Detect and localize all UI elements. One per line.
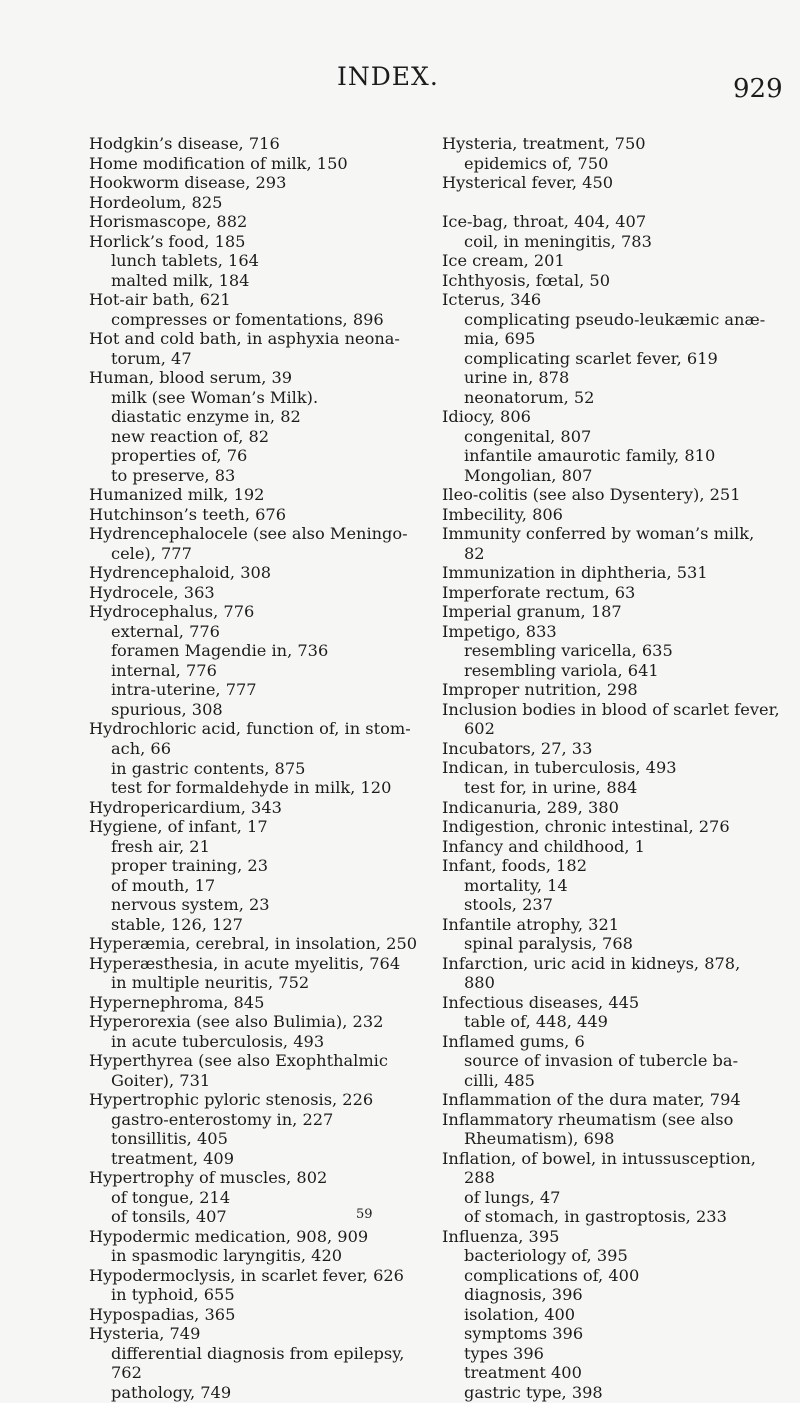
index-entry: Hydrencephalocele (see also Meningo- bbox=[89, 524, 408, 544]
index-entry: Hydropericardium, 343 bbox=[89, 797, 282, 817]
index-entry: Inflamed gums, 6 bbox=[442, 1031, 585, 1051]
index-subentry: gastro-enterostomy in, 227 bbox=[111, 1109, 334, 1129]
index-entry: Infantile atrophy, 321 bbox=[442, 914, 620, 934]
index-entry: Indican, in tuberculosis, 493 bbox=[442, 758, 677, 778]
index-entry: Hypodermoclysis, in scarlet fever, 626 bbox=[89, 1265, 404, 1285]
index-entry: Indigestion, chronic intestinal, 276 bbox=[442, 817, 730, 837]
index-entry: Hypernephroma, 845 bbox=[89, 992, 265, 1012]
index-subentry: resembling variola, 641 bbox=[464, 660, 659, 680]
index-subentry: spurious, 308 bbox=[111, 699, 223, 719]
index-subentry: complicating pseudo-leukæmic anæ- bbox=[464, 309, 766, 329]
index-subentry: Mongolian, 807 bbox=[464, 465, 593, 485]
index-entry: Improper nutrition, 298 bbox=[442, 680, 638, 700]
index-entry: Hyperthyrea (see also Exophthalmic bbox=[89, 1051, 388, 1071]
signature-mark: 59 bbox=[356, 1207, 373, 1222]
index-entry: Hygiene, of infant, 17 bbox=[89, 817, 268, 837]
index-subentry: treatment, 409 bbox=[111, 1148, 235, 1168]
index-entry: Infant, foods, 182 bbox=[442, 856, 588, 876]
index-entry: Imperforate rectum, 63 bbox=[442, 582, 636, 602]
index-entry: Hydrocele, 363 bbox=[89, 582, 215, 602]
index-entry: Hodgkin’s disease, 716 bbox=[89, 134, 280, 153]
index-entry: Hot-air bath, 621 bbox=[89, 290, 231, 310]
index-entry: Horlick’s food, 185 bbox=[89, 231, 246, 251]
index-entry: Home modification of milk, 150 bbox=[89, 153, 348, 173]
index-subentry: external, 776 bbox=[111, 621, 220, 641]
index-entry: Ichthyosis, fœtal, 50 bbox=[442, 270, 611, 290]
index-subentry: in spasmodic laryngitis, 420 bbox=[111, 1246, 343, 1266]
index-subentry: spinal paralysis, 768 bbox=[464, 934, 633, 954]
index-entry: Hyperæsthesia, in acute myelitis, 764 bbox=[89, 953, 401, 973]
index-subentry: complicating scarlet fever, 619 bbox=[464, 348, 718, 368]
index-entry: Hordeolum, 825 bbox=[89, 192, 223, 212]
index-subentry: epidemics of, 750 bbox=[464, 153, 609, 173]
index-subentry: in acute tuberculosis, 493 bbox=[111, 1031, 325, 1051]
index-entry: Hypospadias, 365 bbox=[89, 1304, 236, 1324]
index-entry: Hutchinson’s teeth, 676 bbox=[89, 504, 287, 524]
index-entry: Hot and cold bath, in asphyxia neona- bbox=[89, 329, 400, 349]
index-subentry: of tongue, 214 bbox=[111, 1187, 231, 1207]
index-subentry: mia, 695 bbox=[464, 329, 536, 349]
index-entry: Inflammation of the dura mater, 794 bbox=[442, 1090, 741, 1110]
index-entry: Imbecility, 806 bbox=[442, 504, 563, 524]
index-subentry: table of, 448, 449 bbox=[464, 1012, 608, 1032]
index-subentry: to preserve, 83 bbox=[111, 465, 236, 485]
index-entry: Ice-bag, throat, 404, 407 bbox=[442, 212, 647, 232]
index-entry: Icterus, 346 bbox=[442, 290, 542, 310]
index-entry: Incubators, 27, 33 bbox=[442, 738, 593, 758]
index-entry: Infectious diseases, 445 bbox=[442, 992, 640, 1012]
index-entry: Inclusion bodies in blood of scarlet fever, bbox=[442, 699, 780, 719]
index-subentry: of mouth, 17 bbox=[111, 875, 216, 895]
index-entry: Immunity conferred by woman’s milk, bbox=[442, 524, 755, 544]
index-subentry: gastric type, 398 bbox=[464, 1382, 603, 1402]
index-subentry: bacteriology of, 395 bbox=[464, 1246, 628, 1266]
index-entry: Hysteria, 749 bbox=[89, 1324, 201, 1344]
index-subentry: of tonsils, 407 bbox=[111, 1207, 227, 1227]
index-subentry: resembling varicella, 635 bbox=[464, 641, 673, 661]
index-subentry: milk (see Woman’s Milk). bbox=[111, 387, 319, 407]
index-subentry: congenital, 807 bbox=[464, 426, 592, 446]
index-subentry: differential diagnosis from epilepsy, bbox=[111, 1343, 405, 1363]
index-subentry: cilli, 485 bbox=[464, 1070, 535, 1090]
index-subentry: foramen Magendie in, 736 bbox=[111, 641, 329, 661]
index-subentry: lunch tablets, 164 bbox=[111, 251, 259, 271]
index-entry: Ileo-colitis (see also Dysentery), 251 bbox=[442, 485, 741, 505]
index-subentry: proper training, 23 bbox=[111, 856, 269, 876]
index-entry: Hysteria, treatment, 750 bbox=[442, 134, 646, 153]
index-subentry: diagnosis, 396 bbox=[464, 1285, 583, 1305]
index-entry-continuation: 288 bbox=[464, 1168, 495, 1188]
index-subentry: types 396 bbox=[464, 1343, 544, 1363]
index-subentry: treatment 400 bbox=[464, 1363, 582, 1383]
running-head: INDEX. bbox=[337, 62, 439, 91]
index-subentry: stable, 126, 127 bbox=[111, 914, 243, 934]
index-entry: Hydrocephalus, 776 bbox=[89, 602, 255, 622]
index-entry: Imperial granum, 187 bbox=[442, 602, 622, 622]
index-entry: Impetigo, 833 bbox=[442, 621, 557, 641]
index-column-right bbox=[442, 134, 780, 1403]
index-subentry: complications of, 400 bbox=[464, 1265, 640, 1285]
index-subentry: neonatorum, 52 bbox=[464, 387, 595, 407]
index-subentry: urine in, 878 bbox=[464, 368, 570, 388]
index-entry: Immunization in diphtheria, 531 bbox=[442, 563, 708, 583]
index-entry-continuation: 880 bbox=[464, 973, 495, 993]
index-subentry: new reaction of, 82 bbox=[111, 426, 270, 446]
index-entry: Inflammatory rheumatism (see also bbox=[442, 1109, 734, 1129]
index-subentry: pathology, 749 bbox=[111, 1383, 232, 1402]
index-entry-continuation: torum, 47 bbox=[111, 348, 192, 368]
index-subentry: tonsillitis, 405 bbox=[111, 1129, 228, 1149]
index-entry: Horismascope, 882 bbox=[89, 212, 248, 232]
index-subentry: malted milk, 184 bbox=[111, 270, 250, 290]
page-header bbox=[0, 62, 800, 102]
index-subentry: of stomach, in gastroptosis, 233 bbox=[464, 1207, 727, 1227]
index-subentry: nervous system, 23 bbox=[111, 895, 270, 915]
index-entry: Hyperorexia (see also Bulimia), 232 bbox=[89, 1012, 384, 1032]
index-entry-continuation: Goiter), 731 bbox=[111, 1070, 211, 1090]
index-subentry: infantile amaurotic family, 810 bbox=[464, 446, 716, 466]
index-entry: Infancy and childhood, 1 bbox=[442, 836, 645, 856]
index-entry-continuation: ach, 66 bbox=[111, 738, 172, 758]
index-entry-continuation: Rheumatism), 698 bbox=[464, 1129, 615, 1149]
index-subentry: test for formaldehyde in milk, 120 bbox=[111, 778, 392, 798]
index-subentry: intra-uterine, 777 bbox=[111, 680, 257, 700]
index-entry: Human, blood serum, 39 bbox=[89, 368, 293, 388]
index-entry: Hysterical fever, 450 bbox=[442, 173, 614, 193]
index-entry-continuation: 82 bbox=[464, 543, 485, 563]
index-entry-continuation: 602 bbox=[464, 719, 495, 739]
index-entry: Ice cream, 201 bbox=[442, 251, 565, 271]
section-gap bbox=[442, 193, 777, 213]
index-subentry: in gastric contents, 875 bbox=[111, 758, 306, 778]
index-entry: Idiocy, 806 bbox=[442, 407, 531, 427]
index-entry: Hookworm disease, 293 bbox=[89, 173, 287, 193]
index-subentry: source of invasion of tubercle ba- bbox=[464, 1051, 739, 1071]
index-entry: Inflation, of bowel, in intussusception, bbox=[442, 1148, 756, 1168]
index-entry: Hypodermic medication, 908, 909 bbox=[89, 1226, 369, 1246]
index-subentry: internal, 776 bbox=[111, 660, 217, 680]
index-subentry: mortality, 14 bbox=[464, 875, 568, 895]
index-entry: Hydrochloric acid, function of, in stom- bbox=[89, 719, 411, 739]
index-subentry: in typhoid, 655 bbox=[111, 1285, 235, 1305]
index-subentry: in multiple neuritis, 752 bbox=[111, 973, 310, 993]
index-entry: Influenza, 395 bbox=[442, 1226, 560, 1246]
index-subentry: properties of, 76 bbox=[111, 446, 248, 466]
index-subentry: isolation, 400 bbox=[464, 1304, 576, 1324]
index-subentry: diastatic enzyme in, 82 bbox=[111, 407, 301, 427]
index-subentry: stools, 237 bbox=[464, 895, 553, 915]
index-subentry: of lungs, 47 bbox=[464, 1187, 561, 1207]
index-subentry: coil, in meningitis, 783 bbox=[464, 231, 652, 251]
index-subentry: 762 bbox=[111, 1363, 142, 1383]
index-entry: Hydrencephaloid, 308 bbox=[89, 563, 272, 583]
index-entry: Hyperæmia, cerebral, in insolation, 250 bbox=[89, 934, 418, 954]
page-number: 929 bbox=[733, 74, 783, 104]
index-subentry: compresses or fomentations, 896 bbox=[111, 309, 384, 329]
index-subentry: symptoms 396 bbox=[464, 1324, 584, 1344]
index-entry: Indicanuria, 289, 380 bbox=[442, 797, 619, 817]
index-entry: Hypertrophy of muscles, 802 bbox=[89, 1168, 328, 1188]
index-subentry: test for, in urine, 884 bbox=[464, 778, 638, 797]
index-subentry: fresh air, 21 bbox=[111, 836, 210, 856]
index-entry: Hypertrophic pyloric stenosis, 226 bbox=[89, 1090, 374, 1110]
index-entry-continuation: cele), 777 bbox=[111, 543, 192, 563]
index-entry: Humanized milk, 192 bbox=[89, 485, 265, 505]
index-entry: Infarction, uric acid in kidneys, 878, bbox=[442, 953, 741, 973]
